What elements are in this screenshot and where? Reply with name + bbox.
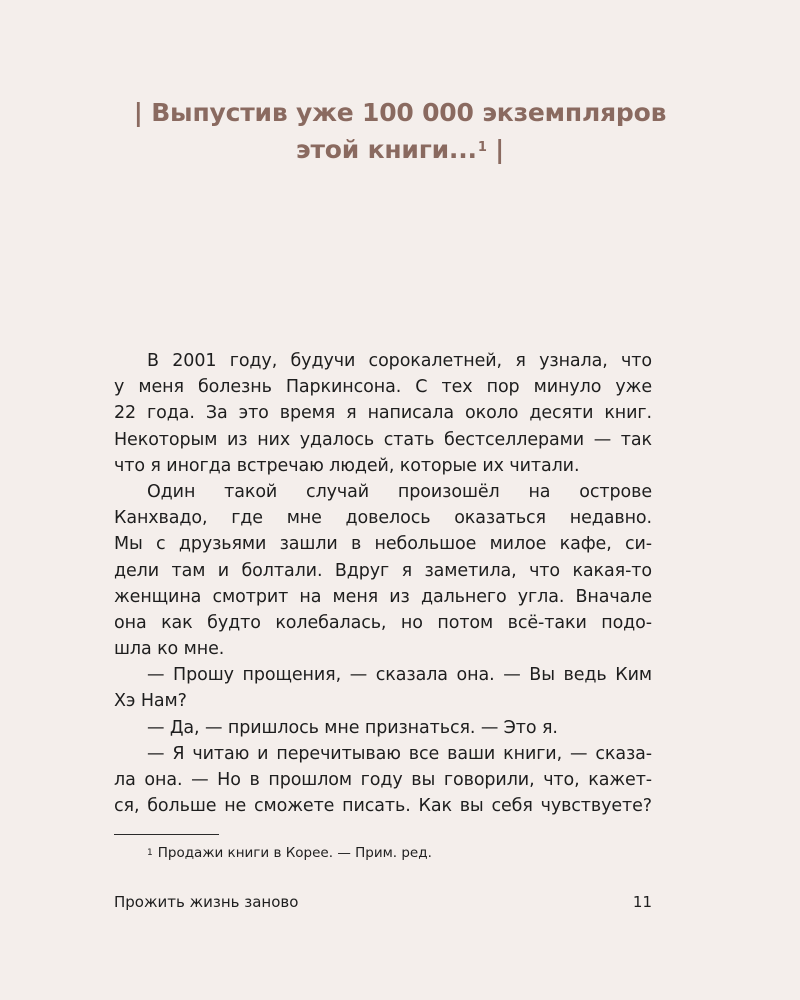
footnote-reference[interactable]: 1 [477,140,487,155]
chapter-title-line-2 [60,131,740,168]
text-line: дели там и болтали. Вдруг я заметила, что какая-то [114,560,652,581]
text-line: — Я читаю и перечитываю все ваши книги, — сказа- [147,743,652,764]
running-footer-title: Прожить жизнь заново [114,893,299,911]
text-line: Хэ Нам? [114,691,187,712]
text-line: — Да, — пришлось мне признаться. — Это я. [147,717,558,738]
text-line: В 2001 году, будучи сорокалетней, я узнала, что [147,351,652,371]
text-line: ся, больше не сможете писать. Как вы себя чувствуете? [114,796,652,817]
text-line: что я иногда встречаю людей, которые их читали. [114,455,580,476]
text-line: ла она. — Но в прошлом году вы говорили, что, кажет- [114,770,652,790]
footnote-divider [114,834,219,835]
text-line: она как будто колебалась, но потом всё-таки подо- [114,612,652,633]
text-line: Некоторым из них удалось стать бестселлерами — так [114,429,652,450]
footnote-marker: 1 [147,848,153,858]
footnote-text: Продажи книги в Корее. — Прим. ред. [157,845,432,861]
chapter-title-text: этой книги... [295,135,477,164]
text-line: у меня болезнь Паркинсона. С тех пор минуло уже [114,377,652,398]
text-line: Один такой случай произошёл на острове [147,481,652,502]
text-line: женщина смотрит на меня из дальнего угла. Вначале [114,586,652,607]
chapter-title [60,94,740,168]
page-number: 11 [632,893,652,911]
body-text [114,348,652,819]
text-line: Мы с друзьями зашли в небольшое милое кафе, си- [114,534,652,555]
footnote [147,844,432,862]
chapter-title-line-1: | Выпустив уже 100 000 экземпляров [133,98,667,127]
chapter-title-close-bar: | [486,135,505,164]
text-line: шла ко мне. [114,639,225,660]
text-line: Канхвадо, где мне довелось оказаться недавно. [114,508,652,529]
text-line: 22 года. За это время я написала около десяти книг. [114,403,652,424]
text-line: — Прошу прощения, — сказала она. — Вы ведь Ким [147,665,652,686]
